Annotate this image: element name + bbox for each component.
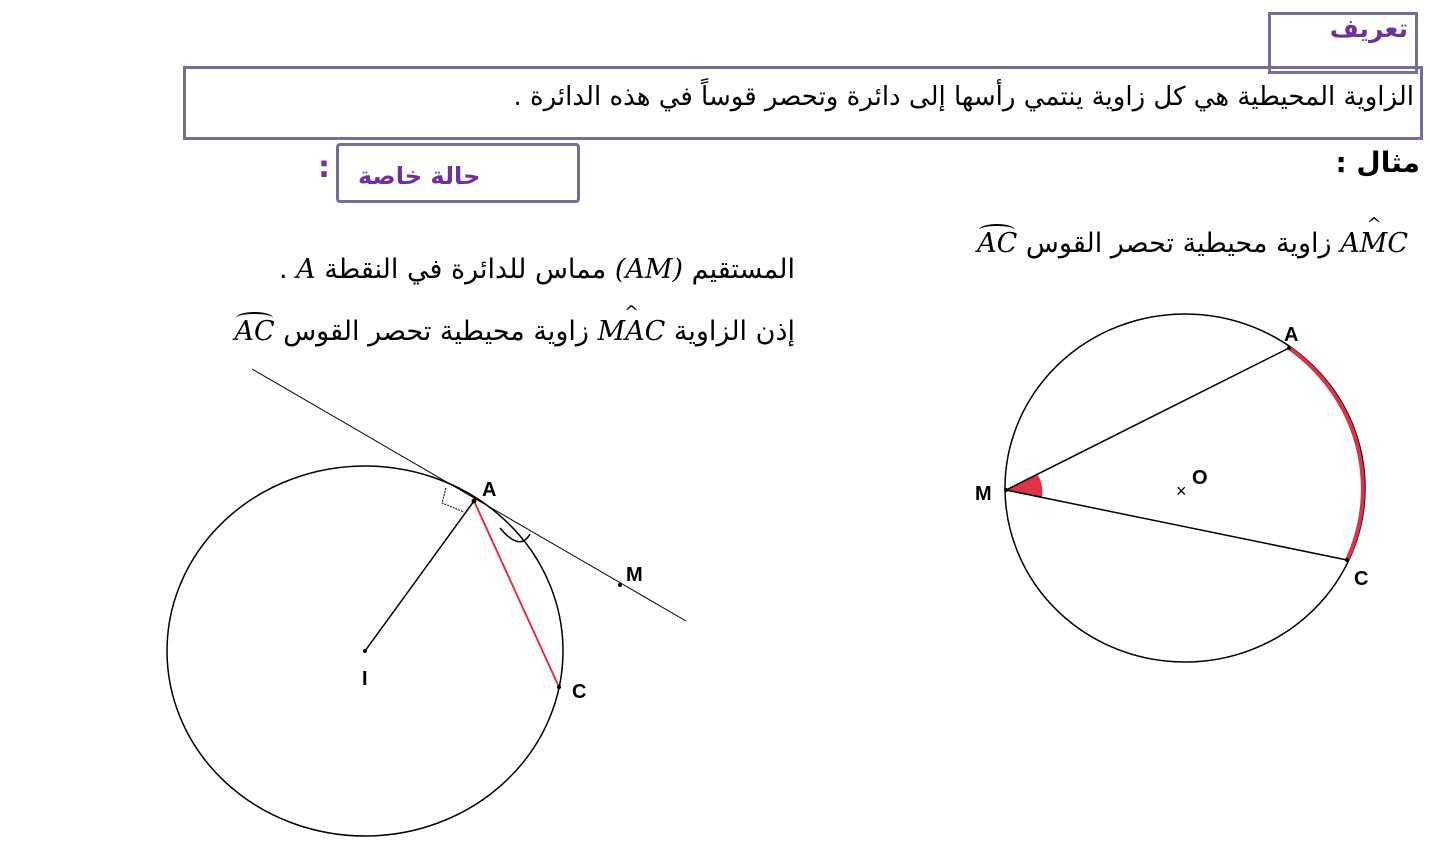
conclusion-mid: زاوية محيطية تحصر القوس xyxy=(283,316,589,347)
arc-ac-red xyxy=(1289,348,1363,560)
label-i: I xyxy=(362,668,368,690)
radius-ia xyxy=(365,501,474,651)
label-c-left: C xyxy=(572,681,587,703)
special-case-colon: : xyxy=(318,150,330,185)
angle-amc: ^ AMC xyxy=(1340,228,1408,259)
label-o: O xyxy=(1192,467,1208,489)
angle-mac: ^ MAC xyxy=(598,316,666,347)
point-a: A xyxy=(296,254,316,285)
right-angle-mark xyxy=(442,488,464,512)
definition-text: الزاوية المحيطية هي كل زاوية ينتمي رأسها إلى دائرة وتحصر قوساً في هذه الدائرة . xyxy=(513,82,1414,112)
tangent-mid: مماس للدائرة في النقطة xyxy=(324,254,607,285)
point-m-right-dot xyxy=(1004,488,1008,492)
label-m-left: M xyxy=(626,564,643,586)
arc-ac: AC xyxy=(977,228,1018,259)
definition-title: تعريف xyxy=(1329,14,1408,43)
point-c-dot xyxy=(557,685,561,689)
example-label: مثال : xyxy=(1335,146,1420,179)
special-case-title: حالة خاصة xyxy=(358,162,481,190)
point-c-right-dot xyxy=(1345,558,1349,562)
point-i-dot xyxy=(363,649,367,653)
tangent-line xyxy=(252,369,686,621)
arc-ac-2: AC xyxy=(234,316,275,347)
center-cross-icon: × xyxy=(1176,481,1187,501)
line-am: (AM) xyxy=(614,254,684,285)
label-c-right: C xyxy=(1354,568,1369,590)
point-a-right-dot xyxy=(1287,346,1291,350)
chord-ma xyxy=(1006,348,1289,490)
tangent-end: . xyxy=(278,254,288,285)
label-a-right: A xyxy=(1284,324,1299,346)
chord-ac xyxy=(474,501,559,687)
label-a-left: A xyxy=(482,479,497,501)
point-m-dot xyxy=(618,583,622,587)
tangent-prefix: المستقيم xyxy=(691,254,795,285)
point-a-dot xyxy=(472,499,477,504)
label-m-right: M xyxy=(975,483,992,505)
conclusion-prefix: إذن الزاوية xyxy=(673,316,795,347)
example-desc-prefix: زاوية محيطية تحصر القوس xyxy=(1025,228,1332,259)
